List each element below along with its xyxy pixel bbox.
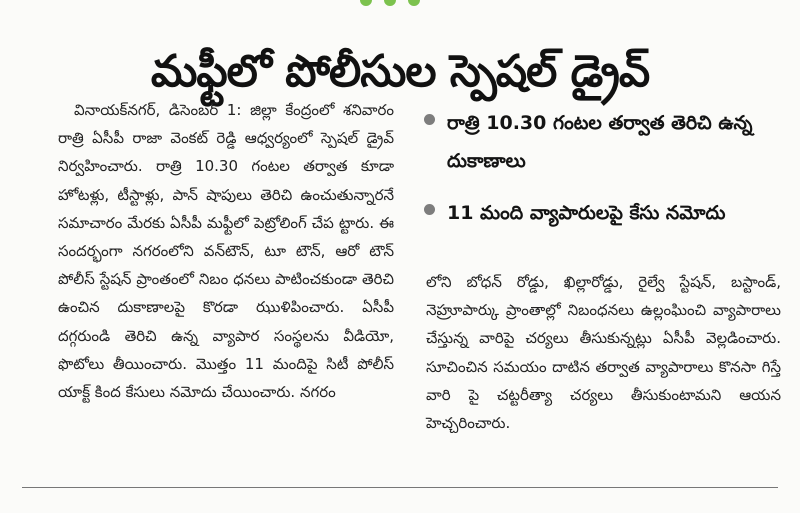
body-left-text: వినాయక్‌నగర్, డిసెంబర్ 1: జిల్లా కేంద్రంలో శనివారం రాత్రి ఏసీపీ రాజా వెంకట్ రెడ్డి ఆధ్వర్యంలో స్పెషల్ డ్రైవ్ నిర్వహించారు. రాత్రి 10.30 గంటల తర్వాత కూడా హోటళ్లు, టీస్టాళ్లు, పాన్ షాపులు తెరిచి ఉంచుతున్నారనే సమాచారం మేరకు ఏసీపీ మఫ్టీలో పెట్రోలింగ్ చేప ట్టారు. ఈ సందర్భంగా నగరంలోని వన్‌టౌన్, టూ టౌన్, ఆరో టౌన్ పోలీస్ స్టేషన్ ప్రాంతంలో నిబం ధనలు పాటించకుండా తెరిచి ఉంచిన దుకాణాలపై కొరడా ఝుళిపించారు. ఏసీపీ దగ్గరుండి తెరిచి ఉన్న వ్యాపార సంస్థలను వీడియో, ఫొటోలు తీయించారు. మొత్తం 11 మందిపై సిటీ పోలీస్ యాక్ట్ కింద కేసులు నమోదు చేయించారు. నగరం <box>58 101 394 402</box>
highlight-item <box>424 104 784 180</box>
body-right-text: లోని బోధన్ రోడ్డు, ఖిల్లారోడ్డు, రైల్వే స్టేషన్, బస్టాండ్, నెహ్రూపార్కు ప్రాంతాల్లో నిబంధనలు ఉల్లంఘించి వ్యాపారాలు చేస్తున్న వారిపై చర్యలు తీసుకున్నట్లు ఏసీపీ వెల్లడించారు. సూచించిన సమయం దాటిన తర్వాత వ్యాపారాలు కొనసా గిస్తే వారి పై చట్టరీత్యా చర్యలు తీసుకుంటామని ఆయన హెచ్చరించారు. <box>426 273 781 433</box>
bullet-icon <box>424 114 435 125</box>
highlight-item <box>424 194 784 232</box>
highlight-text: 11 మంది వ్యాపారులపై కేసు నమోదు <box>447 202 726 224</box>
highlights <box>424 104 784 246</box>
article-body-right <box>426 268 781 437</box>
dot-icon <box>408 0 420 6</box>
bullet-icon <box>424 204 435 215</box>
highlight-text: రాత్రి 10.30 గంటల తర్వాత తెరిచి ఉన్న దుకాణాలు <box>447 112 753 172</box>
dot-icon <box>360 0 372 6</box>
bottom-divider <box>22 487 778 488</box>
article-body-left <box>58 96 394 406</box>
decorative-dots <box>360 0 420 6</box>
headline: మఫ్టీలో పోలీసుల స్పెషల్ డ్రైవ్ <box>150 46 650 98</box>
dot-icon <box>384 0 396 6</box>
